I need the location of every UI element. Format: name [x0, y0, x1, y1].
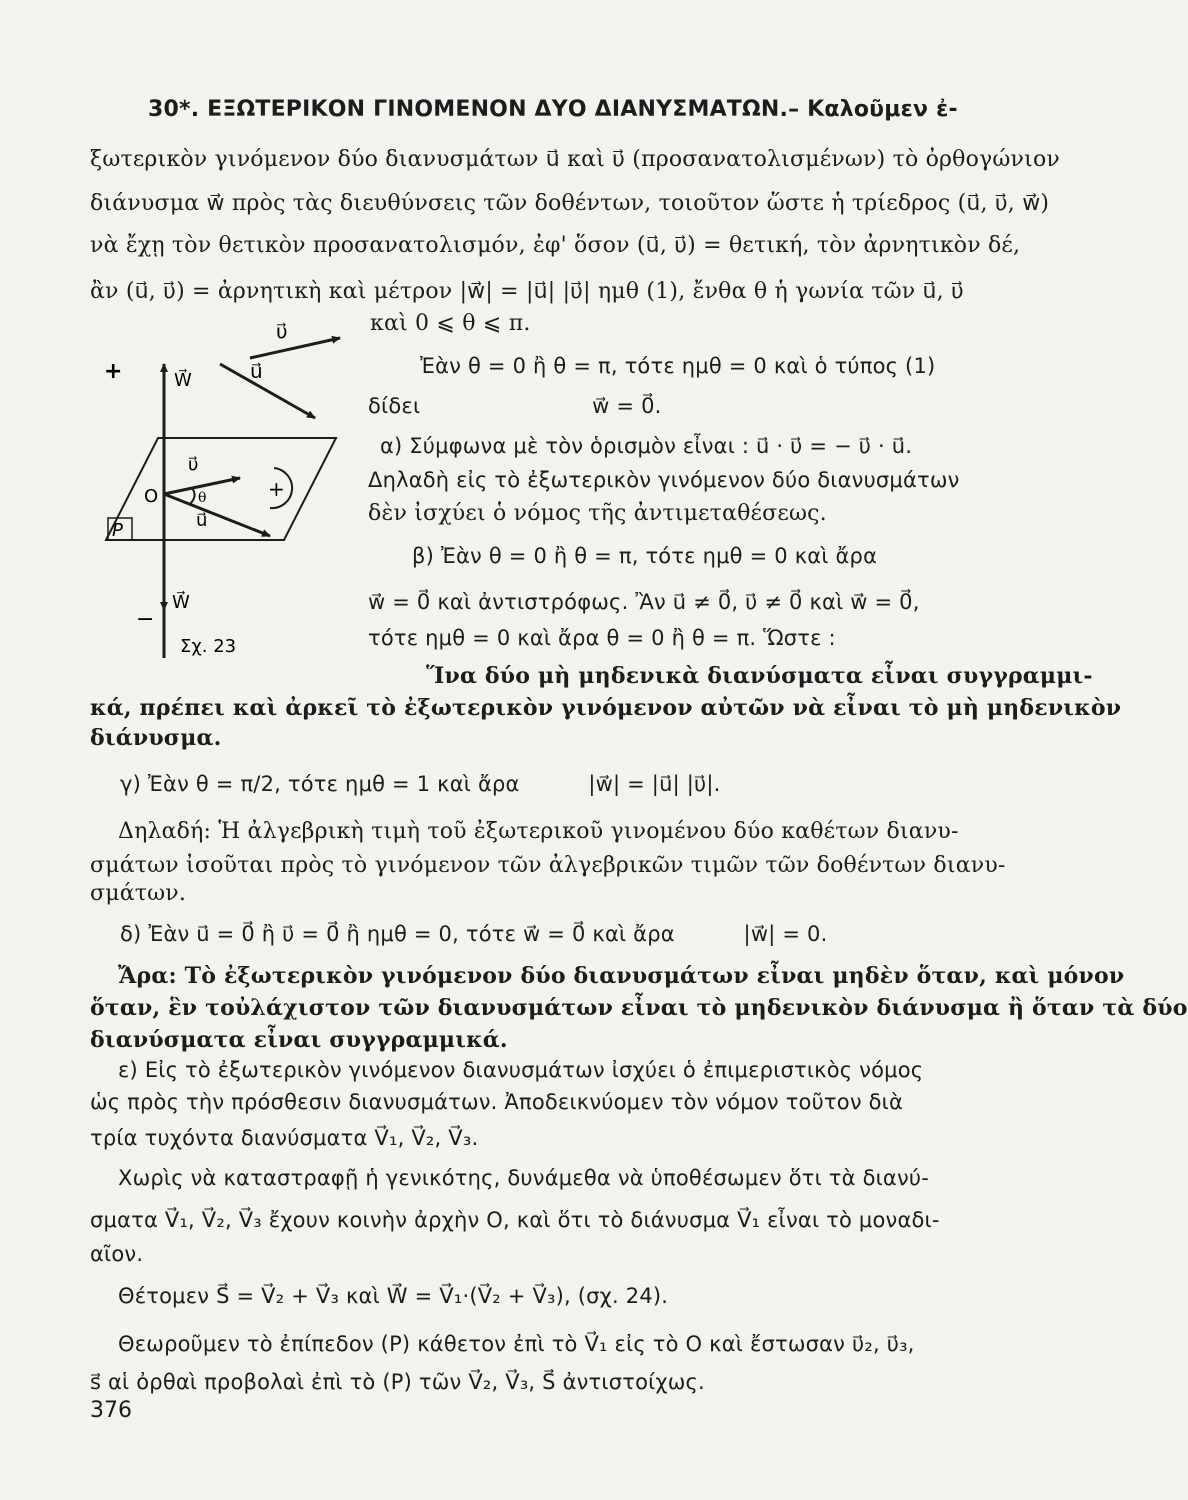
text-line: Θέτομεν S⃗ = V⃗₂ + V⃗₃ καὶ W⃗ = V⃗₁·(V⃗₂ + V⃗₃), (σχ. 24). [118, 1284, 669, 1308]
text-line: σματα V⃗₁, V⃗₂, V⃗₃ ἔχουν κοινὴν ἀρχὴν Ο, καὶ ὅτι τὸ διάνυσμα V⃗₁ εἶναι τὸ μοναδι- [90, 1208, 940, 1232]
label-P: P [112, 520, 123, 541]
text-line: Δηλαδή: Ἡ ἀλγεβρικὴ τιμὴ τοῦ ἐξωτερικοῦ γινομένου δύο καθέτων διανυ- [118, 819, 959, 844]
text-line: α) Σύμφωνα μὲ τὸν ὁρισμὸν εἶναι : u⃗ · υ⃗ = − υ⃗ · u⃗. [380, 434, 913, 458]
text-line: σμάτων ἰσοῦται πρὸς τὸ γινόμενον τῶν ἀλγεβρικῶν τιμῶν τῶν δοθέντων διανυ- [90, 853, 1006, 878]
angle-arc [190, 488, 195, 504]
text-line: αῖον. [90, 1242, 144, 1266]
vector-u [164, 494, 270, 536]
section-heading: 30*. ΕΞΩΤΕΡΙΚΟΝ ΓΙΝΟΜΕΝΟΝ ΔΥΟ ΔΙΑΝΥΣΜΑΤΩΝ.– Καλοῦμεν ἐ- [148, 97, 958, 122]
text-line: ξωτερικὸν γινόμενον δύο διανυσμάτων u⃗ καὶ υ⃗ (προσανατολισμένων) τὸ ὀρθογώνιον [90, 147, 1060, 172]
text-line: Δηλαδὴ εἰς τὸ ἐξωτερικὸν γινόμενον δύο διανυσμάτων [368, 468, 960, 492]
label-plus-circle: + [268, 477, 285, 501]
text-line: β) Ἐὰν θ = 0 ἢ θ = π, τότε ημθ = 0 καὶ ἄρα [412, 544, 878, 568]
vector-v-top [250, 338, 340, 358]
plane-P [106, 438, 336, 540]
text-line: κά, πρέπει καὶ ἀρκεῖ τὸ ἐξωτερικὸν γινόμενον αὐτῶν νὰ εἶναι τὸ μὴ μηδενικὸν [90, 695, 1122, 721]
label-theta: θ [198, 490, 207, 506]
text-line: Χωρὶς νὰ καταστραφῇ ἡ γενικότης, δυνάμεθα νὰ ὑποθέσωμεν ὅτι τὰ διανύ- [118, 1166, 930, 1190]
text-line: ὅταν, ἓν τοὐλάχιστον τῶν διανυσμάτων εἶναι τὸ μηδενικὸν διάνυσμα ἢ ὅταν τὰ δύο [90, 995, 1188, 1021]
label-v: υ⃗ [188, 454, 199, 475]
text-line: s⃗ αἱ ὀρθαὶ προβολαὶ ἐπὶ τὸ (P) τῶν V⃗₂, V⃗₃, S⃗ ἀντιστοίχως. [90, 1370, 705, 1394]
text-line: Ἐὰν θ = 0 ἢ θ = π, τότε ημθ = 0 καὶ ὁ τύπος (1) [420, 354, 936, 378]
label-minus: − [136, 607, 155, 632]
vector-u-top [220, 364, 315, 418]
label-w-bottom: W⃗ [172, 592, 190, 613]
text-line: w⃗ = 0⃗ καὶ ἀντιστρόφως. Ἂν u⃗ ≠ 0⃗, υ⃗ ≠ 0⃗ καὶ w⃗ = 0⃗, [368, 590, 920, 614]
text-line: ε) Εἰς τὸ ἐξωτερικὸν γινόμενον διανυσμάτων ἰσχύει ὁ ἐπιμεριστικὸς νόμος [118, 1058, 924, 1082]
text-line: διάνυσμα. [90, 725, 222, 751]
text-line: Ἄρα: Τὸ ἐξωτερικὸν γινόμενον δύο διανυσμάτων εἶναι μηδὲν ὅταν, καὶ μόνον [118, 963, 1125, 989]
text-line: διάνυσμα w⃗ πρὸς τὰς διευθύνσεις τῶν δοθέντων, τοιοῦτον ὥστε ἡ τρίεδρος (u⃗, υ⃗, w⃗) [90, 191, 1050, 216]
text-line: δὲν ἰσχύει ὁ νόμος τῆς ἀντιμεταθέσεως. [368, 501, 827, 526]
text-line: Ἵνα δύο μὴ μηδενικὰ διανύσματα εἶναι συγγραμμι- [426, 663, 1093, 689]
text-line: νὰ ἔχῃ τὸν θετικὸν προσανατολισμόν, ἐφ' ὅσον (u⃗, υ⃗) = θετική, τὸν ἀρνητικὸν δέ, [90, 233, 1021, 258]
label-u-top: u⃗ [250, 359, 263, 383]
page-number: 376 [90, 1398, 132, 1423]
text-line: δ) Ἐὰν u⃗ = 0⃗ ἢ υ⃗ = 0⃗ ἢ ημθ = 0, τότε w⃗ = 0⃗ καὶ ἄρα |w⃗| = 0. [120, 922, 828, 946]
text-line: καὶ 0 ⩽ θ ⩽ π. [370, 311, 531, 336]
text-line: σμάτων. [90, 881, 187, 906]
figure-23 [100, 318, 360, 678]
label-O: O [144, 486, 159, 507]
text-line: ὡς πρὸς τὴν πρόσθεσιν διανυσμάτων. Ἀποδεικνύομεν τὸν νόμον τοῦτον διὰ [90, 1090, 904, 1114]
label-v-top: υ⃗ [276, 319, 288, 343]
text-line: τότε ημθ = 0 καὶ ἄρα θ = 0 ἢ θ = π. Ὥστε : [368, 626, 836, 650]
text-line: ἂν (u⃗, υ⃗) = ἀρνητικὴ καὶ μέτρον |w⃗| = |u⃗| |υ⃗| ημθ (1), ἔνθα θ ἡ γωνία τῶν u⃗, υ⃗ [90, 279, 964, 304]
text-line: δίδει w⃗ = 0⃗. [368, 394, 662, 418]
text-line: τρία τυχόντα διανύσματα V⃗₁, V⃗₂, V⃗₃. [90, 1126, 479, 1150]
figure-caption: Σχ. 23 [180, 636, 237, 657]
text-line: Θεωροῦμεν τὸ ἐπίπεδον (P) κάθετον ἐπὶ τὸ V⃗₁ εἰς τὸ Ο καὶ ἔστωσαν υ⃗₂, υ⃗₃, [118, 1332, 915, 1356]
label-plus: + [104, 359, 123, 384]
text-line: γ) Ἐὰν θ = π/2, τότε ημθ = 1 καὶ ἄρα |w⃗| = |u⃗| |υ⃗|. [120, 772, 721, 796]
label-u: u⃗ [196, 510, 208, 531]
text-line: διανύσματα εἶναι συγγραμμικά. [90, 1027, 508, 1053]
label-w-top: W⃗ [174, 370, 192, 391]
